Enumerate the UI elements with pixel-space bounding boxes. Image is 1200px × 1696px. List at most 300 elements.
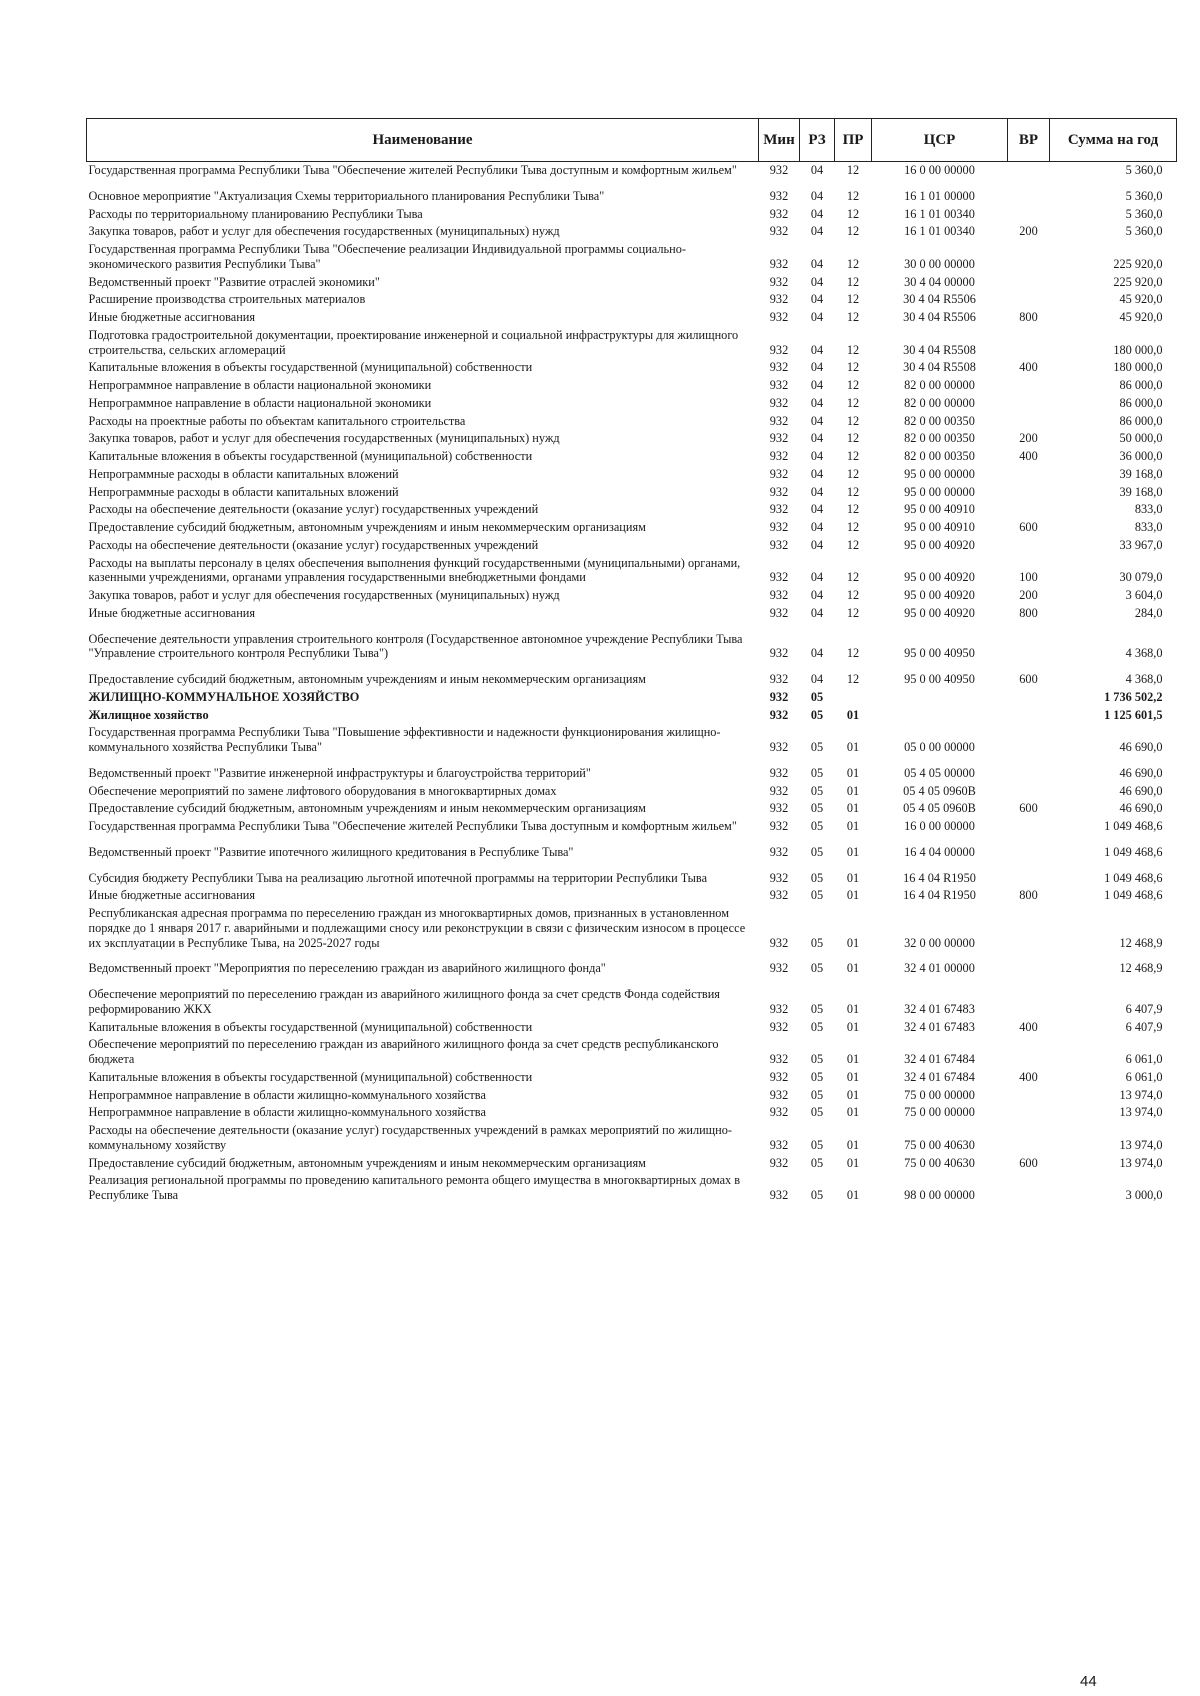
row-pr: 01: [846, 1001, 860, 1016]
row-name: Непрограммное направление в области национальной экономики: [88, 395, 432, 410]
row-sum: 6 407,9: [1125, 1001, 1163, 1016]
table-row: [87, 291, 1177, 309]
row-min: 932: [769, 395, 789, 410]
row-sum: 833,0: [1134, 520, 1163, 534]
row-name: Предоставление субсидий бюджетным, автономным учреждениям и иным некоммерческим организациям: [88, 672, 646, 686]
row-sum: 86 000,0: [1119, 395, 1163, 410]
row-sum: 1 125 601,5: [1104, 707, 1163, 722]
row-rz: 04: [810, 163, 824, 177]
row-name: Государственная программа Республики Тыва "Обеспечение жителей Республики Тыва доступным и комфортным жильем": [88, 819, 737, 833]
row-min: 932: [769, 783, 789, 798]
row-pr: 12: [846, 163, 860, 177]
row-csr: 75 0 00 40630: [904, 1155, 975, 1170]
row-csr: 05 0 00 00000: [904, 740, 975, 754]
row-pr: 01: [846, 935, 860, 950]
table-row: [87, 800, 1177, 818]
row-vr: [1008, 623, 1050, 664]
table-row: [87, 1122, 1177, 1155]
row-rz: 04: [810, 292, 824, 307]
row-name: Основное мероприятие "Актуализация Схемы территориального планирования Республики Тыва": [88, 188, 605, 203]
row-rz: 04: [810, 672, 824, 686]
row-rz: 05: [810, 1087, 824, 1102]
table-row: [87, 223, 1177, 241]
table-row: [87, 241, 1177, 274]
table-row: [87, 707, 1177, 725]
row-pr: 12: [846, 188, 860, 203]
row-vr: [1008, 1087, 1050, 1105]
row-pr: 01: [846, 707, 860, 722]
row-pr: 01: [846, 819, 860, 833]
row-csr: 95 0 00 40920: [904, 570, 975, 585]
row-csr: 16 4 04 R1950: [903, 888, 976, 903]
row-sum: 5 360,0: [1125, 188, 1163, 203]
row-name: Подготовка градостроительной документации, проектирование инженерной и социальной инфраструктуры для жилищного строительства, сельских агломераций: [88, 327, 739, 357]
row-name: Закупка товаров, работ и услуг для обеспечения государственных (муниципальных) нужд: [88, 431, 560, 446]
row-min: 932: [769, 1137, 789, 1152]
row-vr: [1008, 1104, 1050, 1122]
row-vr: [1008, 836, 1050, 862]
row-rz: 04: [810, 520, 824, 534]
table-row: [87, 587, 1177, 605]
row-vr: [1008, 274, 1050, 292]
row-sum: 45 920,0: [1119, 292, 1163, 307]
row-sum: 13 974,0: [1119, 1137, 1163, 1152]
row-pr: 12: [846, 570, 860, 585]
row-csr: 95 0 00 40920: [904, 605, 975, 620]
row-name: Реализация региональной программы по проведению капитального ремонта общего имущества в многоквартирных домах в Республике Тыва: [88, 1173, 741, 1202]
row-name: Расходы на обеспечение деятельности (оказание услуг) государственных учреждений: [88, 502, 539, 517]
row-sum: 1 049 468,6: [1104, 870, 1163, 885]
row-vr: [1008, 818, 1050, 836]
row-min: 932: [769, 206, 789, 221]
row-rz: 05: [810, 740, 824, 754]
row-name: Расходы по территориальному планированию Республики Тыва: [88, 206, 423, 221]
row-sum: 3 000,0: [1125, 1188, 1163, 1202]
row-sum: 13 974,0: [1119, 1155, 1163, 1170]
table-row: [87, 309, 1177, 327]
row-csr: 16 4 04 00000: [904, 844, 975, 859]
row-sum: 1 049 468,6: [1104, 888, 1163, 903]
row-name: Обеспечение мероприятий по переселению граждан из аварийного жилищного фонда за счет средств республиканского бюджета: [88, 1037, 719, 1066]
row-min: 932: [769, 292, 789, 307]
row-pr: 12: [846, 605, 860, 620]
row-csr: 05 4 05 0960В: [903, 801, 976, 816]
table-row: [87, 1019, 1177, 1037]
row-name: Капитальные вложения в объекты государственной (муниципальной) собственности: [88, 1069, 533, 1084]
row-min: 932: [769, 1188, 789, 1202]
row-csr: 95 0 00 40920: [904, 537, 975, 552]
row-vr: [1008, 757, 1050, 783]
row-rz: 05: [810, 1019, 824, 1034]
row-pr: 12: [846, 484, 860, 499]
row-vr: [1008, 395, 1050, 413]
row-csr: [872, 689, 1008, 707]
row-name: Государственная программа Республики Тыва "Повышение эффективности и надежности функционирования жилищно-коммунального хозяйства Республики Тыва": [88, 725, 721, 754]
table-row: [87, 395, 1177, 413]
row-sum: 225 920,0: [1113, 256, 1163, 271]
row-sum: 225 920,0: [1113, 274, 1163, 289]
row-vr: [1008, 783, 1050, 801]
row-sum: 39 168,0: [1119, 484, 1163, 499]
row-csr: 82 0 00 00350: [904, 449, 975, 463]
row-sum: 4 368,0: [1125, 646, 1163, 661]
row-name: Закупка товаров, работ и услуг для обеспечения государственных (муниципальных) нужд: [88, 224, 560, 239]
row-vr: 600: [1019, 672, 1038, 686]
row-csr: 98 0 00 00000: [904, 1188, 975, 1202]
row-csr: 95 0 00 40910: [904, 502, 975, 517]
row-pr: 01: [846, 1087, 860, 1102]
row-vr: [1008, 978, 1050, 1019]
table-row: [87, 519, 1177, 537]
header-rz: РЗ: [800, 119, 835, 162]
row-sum: 12 468,9: [1119, 935, 1163, 950]
row-min: 932: [769, 844, 789, 859]
row-vr: [1008, 707, 1050, 725]
budget-table: [86, 118, 1177, 1205]
row-min: 932: [769, 588, 789, 602]
row-min: 932: [769, 431, 789, 446]
row-pr: 01: [846, 888, 860, 903]
row-min: 932: [769, 342, 789, 357]
row-vr: [1008, 689, 1050, 707]
row-vr: [1008, 724, 1050, 757]
row-pr: 12: [846, 537, 860, 552]
row-csr: 32 4 01 67483: [904, 1001, 975, 1016]
row-vr: [1008, 952, 1050, 978]
row-sum: 12 468,9: [1119, 961, 1163, 976]
row-rz: 04: [810, 395, 824, 410]
row-vr: [1008, 413, 1050, 431]
row-min: 932: [769, 484, 789, 499]
table-row: [87, 1104, 1177, 1122]
row-vr: [1008, 1122, 1050, 1155]
table-row: [87, 689, 1177, 707]
row-sum: 46 690,0: [1119, 740, 1163, 754]
row-csr: 32 4 01 00000: [904, 961, 975, 976]
table-row: [87, 952, 1177, 978]
row-pr: 01: [846, 1052, 860, 1066]
row-csr: 16 0 00 00000: [904, 819, 975, 833]
row-name: Предоставление субсидий бюджетным, автономным учреждениям и иным некоммерческим организациям: [88, 1155, 646, 1170]
row-vr: [1008, 162, 1050, 180]
row-name: Государственная программа Республики Тыва "Обеспечение жителей Республики Тыва доступным и комфортным жильем": [88, 163, 737, 177]
row-vr: [1008, 466, 1050, 484]
row-vr: 200: [1019, 588, 1038, 602]
row-rz: 05: [810, 1052, 824, 1066]
row-csr: 95 0 00 40910: [904, 520, 975, 534]
row-pr: 12: [846, 449, 860, 463]
row-sum: 45 920,0: [1119, 310, 1163, 324]
row-name: Расходы на обеспечение деятельности (оказание услуг) государственных учреждений в рамках мероприятий по жилищно-коммунальному хозяйству: [88, 1123, 732, 1152]
row-name: Иные бюджетные ассигнования: [88, 310, 256, 324]
row-vr: [1008, 1036, 1050, 1069]
row-vr: [1008, 241, 1050, 274]
row-vr: 400: [1019, 360, 1038, 375]
table-body: [87, 162, 1177, 1205]
row-vr: [1008, 1172, 1050, 1205]
row-min: 932: [769, 378, 789, 392]
row-min: 932: [769, 888, 789, 903]
row-rz: 05: [810, 935, 824, 950]
row-csr: 82 0 00 00000: [904, 395, 975, 410]
row-name: Государственная программа Республики Тыва "Обеспечение реализации Индивидуальной программы социально-экономического развития Республики Тыва": [88, 242, 686, 271]
table-row: [87, 1155, 1177, 1173]
row-pr: 01: [846, 801, 860, 816]
row-vr: [1008, 905, 1050, 952]
row-rz: 04: [810, 378, 824, 392]
row-pr: 12: [846, 360, 860, 375]
row-name: Субсидия бюджету Республики Тыва на реализацию льготной ипотечной программы на территории Республики Тыва: [88, 870, 708, 885]
row-vr: [1008, 377, 1050, 395]
header-name: Наименование: [87, 119, 759, 162]
header-csr: ЦСР: [872, 119, 1008, 162]
row-rz: 05: [810, 1188, 824, 1202]
row-vr: 800: [1019, 310, 1038, 324]
row-rz: 05: [810, 870, 824, 885]
row-rz: 04: [810, 484, 824, 499]
row-rz: 05: [810, 783, 824, 798]
row-csr: 95 0 00 40950: [904, 646, 975, 661]
row-min: 932: [769, 163, 789, 177]
row-rz: 05: [810, 689, 824, 704]
row-sum: 13 974,0: [1119, 1105, 1163, 1120]
row-name: Непрограммное направление в области жилищно-коммунального хозяйства: [88, 1105, 486, 1120]
row-sum: 6 061,0: [1125, 1069, 1163, 1084]
row-pr: 12: [846, 395, 860, 410]
row-rz: 04: [810, 431, 824, 446]
row-sum: 833,0: [1134, 502, 1163, 517]
row-csr: 16 1 01 00340: [904, 224, 975, 239]
row-name: Иные бюджетные ассигнования: [88, 605, 256, 620]
row-name: Предоставление субсидий бюджетным, автономным учреждениям и иным некоммерческим организациям: [88, 520, 646, 534]
row-rz: 04: [810, 274, 824, 289]
row-rz: 04: [810, 588, 824, 602]
table-row: [87, 484, 1177, 502]
row-name: Обеспечение мероприятий по замене лифтового оборудования в многоквартирных домах: [88, 783, 557, 798]
row-vr: 200: [1019, 431, 1038, 446]
row-min: 932: [769, 740, 789, 754]
row-sum: 46 690,0: [1119, 801, 1163, 816]
row-name: Закупка товаров, работ и услуг для обеспечения государственных (муниципальных) нужд: [88, 588, 560, 602]
row-sum: 1 049 468,6: [1104, 819, 1163, 833]
row-sum: 1 736 502,2: [1104, 689, 1163, 704]
row-pr: 12: [846, 502, 860, 517]
row-name: Капитальные вложения в объекты государственной (муниципальной) собственности: [88, 449, 533, 463]
row-name: Расходы на обеспечение деятельности (оказание услуг) государственных учреждений: [88, 537, 539, 552]
row-vr: [1008, 206, 1050, 224]
row-csr: 16 4 04 R1950: [903, 870, 976, 885]
row-vr: [1008, 291, 1050, 309]
table-row: [87, 274, 1177, 292]
row-sum: 46 690,0: [1119, 765, 1163, 780]
row-rz: 04: [810, 466, 824, 481]
table-row: [87, 978, 1177, 1019]
row-rz: 05: [810, 1069, 824, 1084]
row-pr: 01: [846, 783, 860, 798]
table-row: [87, 206, 1177, 224]
row-name: Расходы на выплаты персоналу в целях обеспечения выполнения функций государственными (муниципальными) органами, казенными учреждениями, органами управления государственными внебюджетными фондами: [88, 555, 741, 585]
row-name: Капитальные вложения в объекты государственной (муниципальной) собственности: [88, 1019, 533, 1034]
row-name: Республиканская адресная программа по переселению граждан из многоквартирных домов, признанных в установленном порядке до 1 января 2017 г. аварийными и подлежащими сносу или реконструкции в связи с физическим износом в процессе их эксплуатации в Республике Тыва, на 2025-2027 годы: [88, 906, 746, 950]
row-min: 932: [769, 1155, 789, 1170]
row-rz: 04: [810, 449, 824, 463]
row-min: 932: [769, 413, 789, 428]
row-sum: 33 967,0: [1119, 537, 1163, 552]
row-min: 932: [769, 961, 789, 976]
row-name: Расширение производства строительных материалов: [88, 292, 366, 307]
row-min: 932: [769, 1069, 789, 1084]
row-sum: 86 000,0: [1119, 413, 1163, 428]
row-csr: 16 1 01 00000: [904, 188, 975, 203]
row-vr: 600: [1019, 1155, 1038, 1170]
table-row: [87, 162, 1177, 180]
row-csr: 95 0 00 00000: [904, 484, 975, 499]
row-name: Расходы на проектные работы по объектам капитального строительства: [88, 413, 466, 428]
table-row: [87, 180, 1177, 206]
row-csr: 32 4 01 67484: [904, 1069, 975, 1084]
header-sum: Сумма на год: [1050, 119, 1177, 162]
row-min: 932: [769, 765, 789, 780]
row-rz: 05: [810, 961, 824, 976]
row-vr: 600: [1019, 520, 1038, 534]
row-min: 932: [769, 689, 789, 704]
row-sum: 39 168,0: [1119, 466, 1163, 481]
table-row: [87, 1069, 1177, 1087]
row-min: 932: [769, 224, 789, 239]
table-row: [87, 623, 1177, 664]
row-sum: 180 000,0: [1113, 360, 1163, 375]
row-csr: 82 0 00 00000: [904, 378, 975, 392]
table-row: [87, 1036, 1177, 1069]
row-pr: 01: [846, 1137, 860, 1152]
row-csr: 75 0 00 00000: [904, 1087, 975, 1102]
row-rz: 05: [810, 765, 824, 780]
table-row: [87, 724, 1177, 757]
row-pr: 12: [846, 588, 860, 602]
table-row: [87, 359, 1177, 377]
row-min: 932: [769, 707, 789, 722]
row-pr: 01: [846, 870, 860, 885]
row-sum: 36 000,0: [1119, 449, 1163, 463]
row-vr: [1008, 537, 1050, 555]
table-row: [87, 448, 1177, 466]
row-vr: 800: [1019, 888, 1038, 903]
row-pr: 01: [846, 765, 860, 780]
row-csr: 82 0 00 00350: [904, 413, 975, 428]
row-pr: 12: [846, 413, 860, 428]
row-name: Непрограммное направление в области жилищно-коммунального хозяйства: [88, 1087, 486, 1102]
row-sum: 5 360,0: [1125, 163, 1163, 177]
row-sum: 46 690,0: [1119, 783, 1163, 798]
row-vr: 400: [1019, 1069, 1038, 1084]
row-pr: 12: [846, 520, 860, 534]
row-pr: 12: [846, 378, 860, 392]
row-rz: 04: [810, 537, 824, 552]
row-vr: 600: [1019, 801, 1038, 816]
row-min: 932: [769, 537, 789, 552]
row-rz: 05: [810, 1001, 824, 1016]
row-csr: 75 0 00 00000: [904, 1105, 975, 1120]
row-min: 932: [769, 570, 789, 585]
page-number: 44: [1080, 1673, 1097, 1690]
row-min: 932: [769, 256, 789, 271]
row-vr: [1008, 501, 1050, 519]
row-pr: 12: [846, 310, 860, 324]
row-pr: 12: [846, 292, 860, 307]
row-min: 932: [769, 310, 789, 324]
row-pr: 01: [846, 1069, 860, 1084]
row-csr: 05 4 05 0960В: [903, 783, 976, 798]
row-rz: 05: [810, 1155, 824, 1170]
table-row: [87, 757, 1177, 783]
row-rz: 05: [810, 1137, 824, 1152]
row-name: Предоставление субсидий бюджетным, автономным учреждениям и иным некоммерческим организациям: [88, 801, 646, 816]
row-csr: 95 0 00 40920: [904, 588, 975, 602]
row-rz: 04: [810, 413, 824, 428]
row-name: Ведомственный проект "Мероприятия по переселению граждан из аварийного жилищного фонда": [88, 961, 606, 976]
row-rz: 04: [810, 360, 824, 375]
table-row: [87, 537, 1177, 555]
row-rz: 05: [810, 801, 824, 816]
row-rz: 05: [810, 819, 824, 833]
header-pr: ПР: [835, 119, 872, 162]
row-sum: 30 079,0: [1119, 570, 1163, 585]
row-csr: 16 1 01 00340: [904, 206, 975, 221]
row-vr: 400: [1019, 449, 1038, 463]
row-name: Непрограммное направление в области национальной экономики: [88, 378, 432, 392]
table-row: [87, 887, 1177, 905]
row-csr: [872, 707, 1008, 725]
row-name: ЖИЛИЩНО-КОММУНАЛЬНОЕ ХОЗЯЙСТВО: [88, 689, 360, 704]
row-vr: [1008, 180, 1050, 206]
row-min: 932: [769, 935, 789, 950]
row-pr: 12: [846, 206, 860, 221]
row-csr: 30 4 04 00000: [904, 274, 975, 289]
table-row: [87, 413, 1177, 431]
row-rz: 04: [810, 206, 824, 221]
row-csr: 05 4 05 00000: [904, 765, 975, 780]
row-vr: 200: [1019, 224, 1038, 239]
row-min: 932: [769, 520, 789, 534]
row-min: 932: [769, 605, 789, 620]
row-min: 932: [769, 274, 789, 289]
row-name: Ведомственный проект "Развитие ипотечного жилищного кредитования в Республике Тыва": [88, 844, 574, 859]
table-row: [87, 466, 1177, 484]
row-vr: 100: [1019, 570, 1038, 585]
row-pr: 12: [846, 431, 860, 446]
table-row: [87, 327, 1177, 360]
row-vr: [1008, 484, 1050, 502]
row-sum: 3 604,0: [1125, 588, 1163, 602]
row-vr: 400: [1019, 1019, 1038, 1034]
row-min: 932: [769, 1087, 789, 1102]
row-rz: 05: [810, 888, 824, 903]
row-min: 932: [769, 449, 789, 463]
row-min: 932: [769, 870, 789, 885]
row-name: Непрограммные расходы в области капитальных вложений: [88, 484, 399, 499]
row-pr: 12: [846, 646, 860, 661]
header-min: Мин: [759, 119, 800, 162]
row-pr: 01: [846, 1105, 860, 1120]
row-csr: 32 4 01 67483: [904, 1019, 975, 1034]
row-pr: 12: [846, 466, 860, 481]
row-vr: [1008, 862, 1050, 888]
row-name: Непрограммные расходы в области капитальных вложений: [88, 466, 399, 481]
row-sum: 6 061,0: [1125, 1052, 1163, 1066]
row-pr: 12: [846, 274, 860, 289]
row-sum: 6 407,9: [1125, 1019, 1163, 1034]
table-row: [87, 1172, 1177, 1205]
